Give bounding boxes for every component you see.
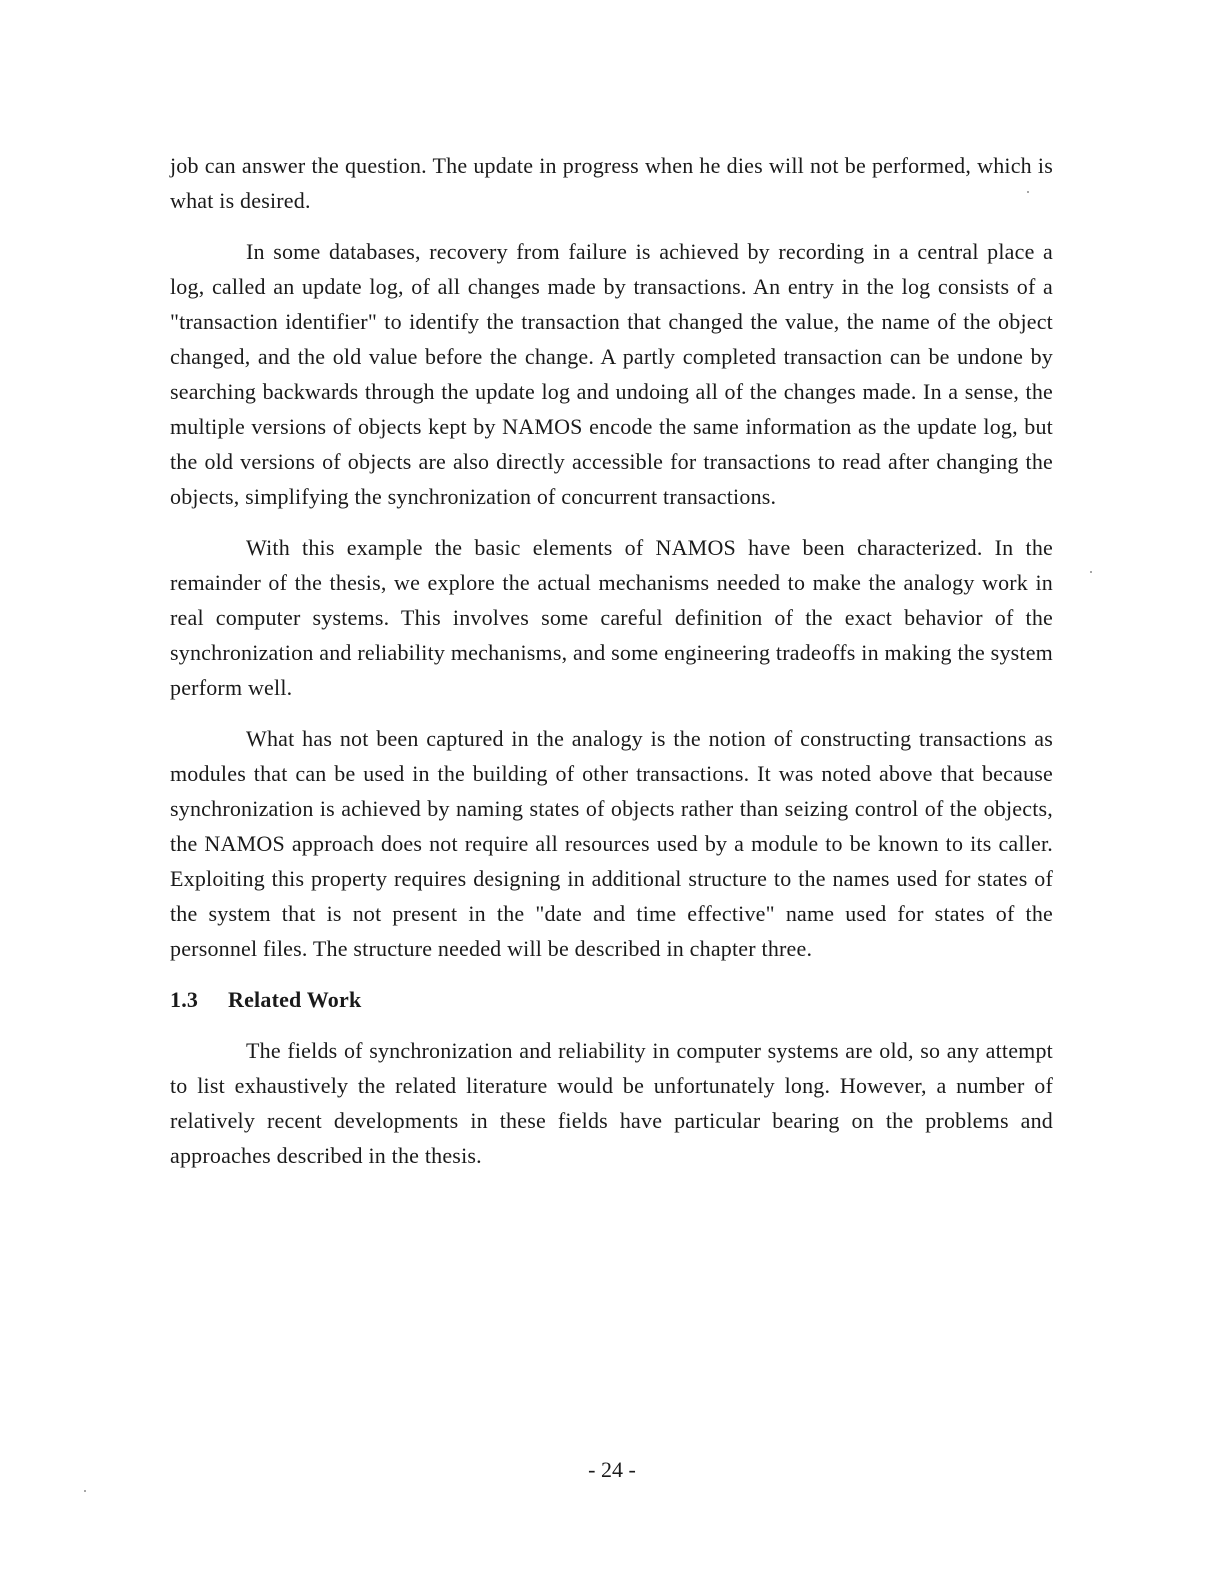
scan-speck xyxy=(1027,191,1029,193)
section-title: Related Work xyxy=(228,987,362,1012)
scan-speck xyxy=(1090,571,1092,573)
paragraph-related-work: The fields of synchronization and reliability in computer systems are old, so any attempt to list exhaustively the related literature would be unfortunately long. However, a number of relatively recent developments in these fields have particular bearing on the problems and approaches described in the thesis. xyxy=(170,1038,1053,1168)
paragraph-modules: What has not been captured in the analogy is the notion of constructing transactions as modules that can be used in the building of other transactions. It was noted above that because synchronization is achieved by naming states of objects rather than seizing control of the objects, the NAMOS approach does not require all resources used by a module to be known to its caller. Exploiting this property requires designing in additional structure to the names used for states of the system that is not present in the "date and time effective" name used for states of the personnel files. The structure needed will be described in chapter three. xyxy=(170,726,1053,961)
section-heading xyxy=(170,982,1053,1017)
body-text xyxy=(170,148,1053,1173)
section-number: 1.3 xyxy=(170,987,199,1012)
scan-speck xyxy=(84,1490,86,1492)
paragraph-update-log: In some databases, recovery from failure is achieved by recording in a central place a log, called an update log, of all changes made by transactions. An entry in the log consists of a "transaction identifier" to identify the transaction that changed the value, the name of the object changed, and the old value before the change. A partly completed transaction can be undone by searching backwards through the update log and undoing all of the changes made. In a sense, the multiple versions of objects kept by NAMOS encode the same information as the update log, but the old versions of objects are also directly accessible for transactions to read after changing the objects, simplifying the synchronization of concurrent transactions. xyxy=(170,239,1053,509)
paragraph-basic-elements: With this example the basic elements of NAMOS have been characterized. In the remainder of the thesis, we explore the actual mechanisms needed to make the analogy work in real computer systems. This involves some careful definition of the exact behavior of the synchronization and reliability mechanisms, and some engineering tradeoffs in making the system perform well. xyxy=(170,535,1053,700)
paragraph-continuation: job can answer the question. The update in progress when he dies will not be performed, which is what is desired. xyxy=(170,153,1053,213)
page-number: - 24 - xyxy=(588,1457,636,1482)
